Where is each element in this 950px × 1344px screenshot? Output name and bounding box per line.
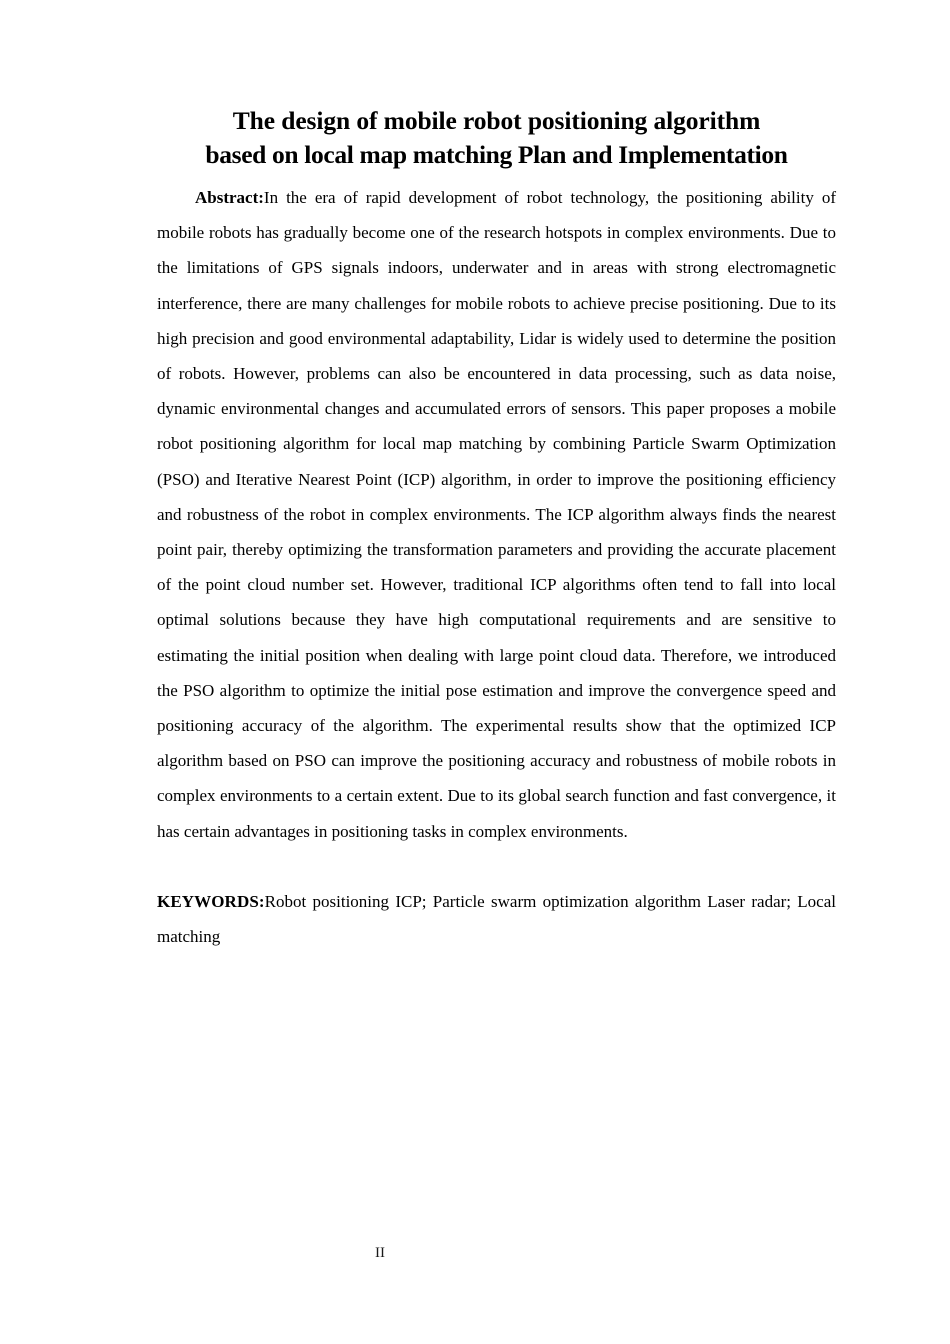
section-spacer: [157, 849, 836, 884]
page-title: [157, 104, 836, 172]
title-line-1: The design of mobile robot positioning algorithm: [232, 106, 761, 135]
keywords-body: Robot positioning ICP; Particle swarm optimization algorithm Laser radar; Local matching: [157, 891, 836, 947]
keywords-paragraph: [157, 884, 836, 954]
page-number: II: [375, 1245, 385, 1261]
page-content: [157, 104, 836, 954]
keywords-label: KEYWORDS:: [157, 891, 265, 911]
abstract-body: In the era of rapid development of robot technology, the positioning ability of mobile robots has gradually become one of the research hotspots in complex environments. Due to the limitations of GPS signals indoors, underwater and in areas with strong electromagnetic interference, there are many challenges for mobile robots to achieve precise positioning. Due to its high precision and good environmental adaptability, Lidar is widely used to determine the position of robots. However, problems can also be encountered in data processing, such as data noise, dynamic environmental changes and accumulated errors of sensors. This paper proposes a mobile robot positioning algorithm for local map matching by combining Particle Swarm Optimization (PSO) and Iterative Nearest Point (ICP) algorithm, in order to improve the positioning efficiency and robustness of the robot in complex environments. The ICP algorithm always finds the nearest point pair, thereby optimizing the transformation parameters and providing the accurate placement of the point cloud number set. However, traditional ICP algorithms often tend to fall into local optimal solutions because they have high computational requirements and are sensitive to estimating the initial position when dealing with large point cloud data. Therefore, we introduced the PSO algorithm to optimize the initial pose estimation and improve the convergence speed and positioning accuracy of the algorithm. The experimental results show that the optimized ICP algorithm based on PSO can improve the positioning accuracy and robustness of mobile robots in complex environments to a certain extent. Due to its global search function and fast convergence, it has certain advantages in positioning tasks in complex environments.: [157, 188, 836, 841]
title-line-2: based on local map matching Plan and Implementation: [205, 140, 788, 169]
abstract-paragraph: [157, 180, 836, 849]
abstract-label: Abstract:: [195, 188, 264, 207]
